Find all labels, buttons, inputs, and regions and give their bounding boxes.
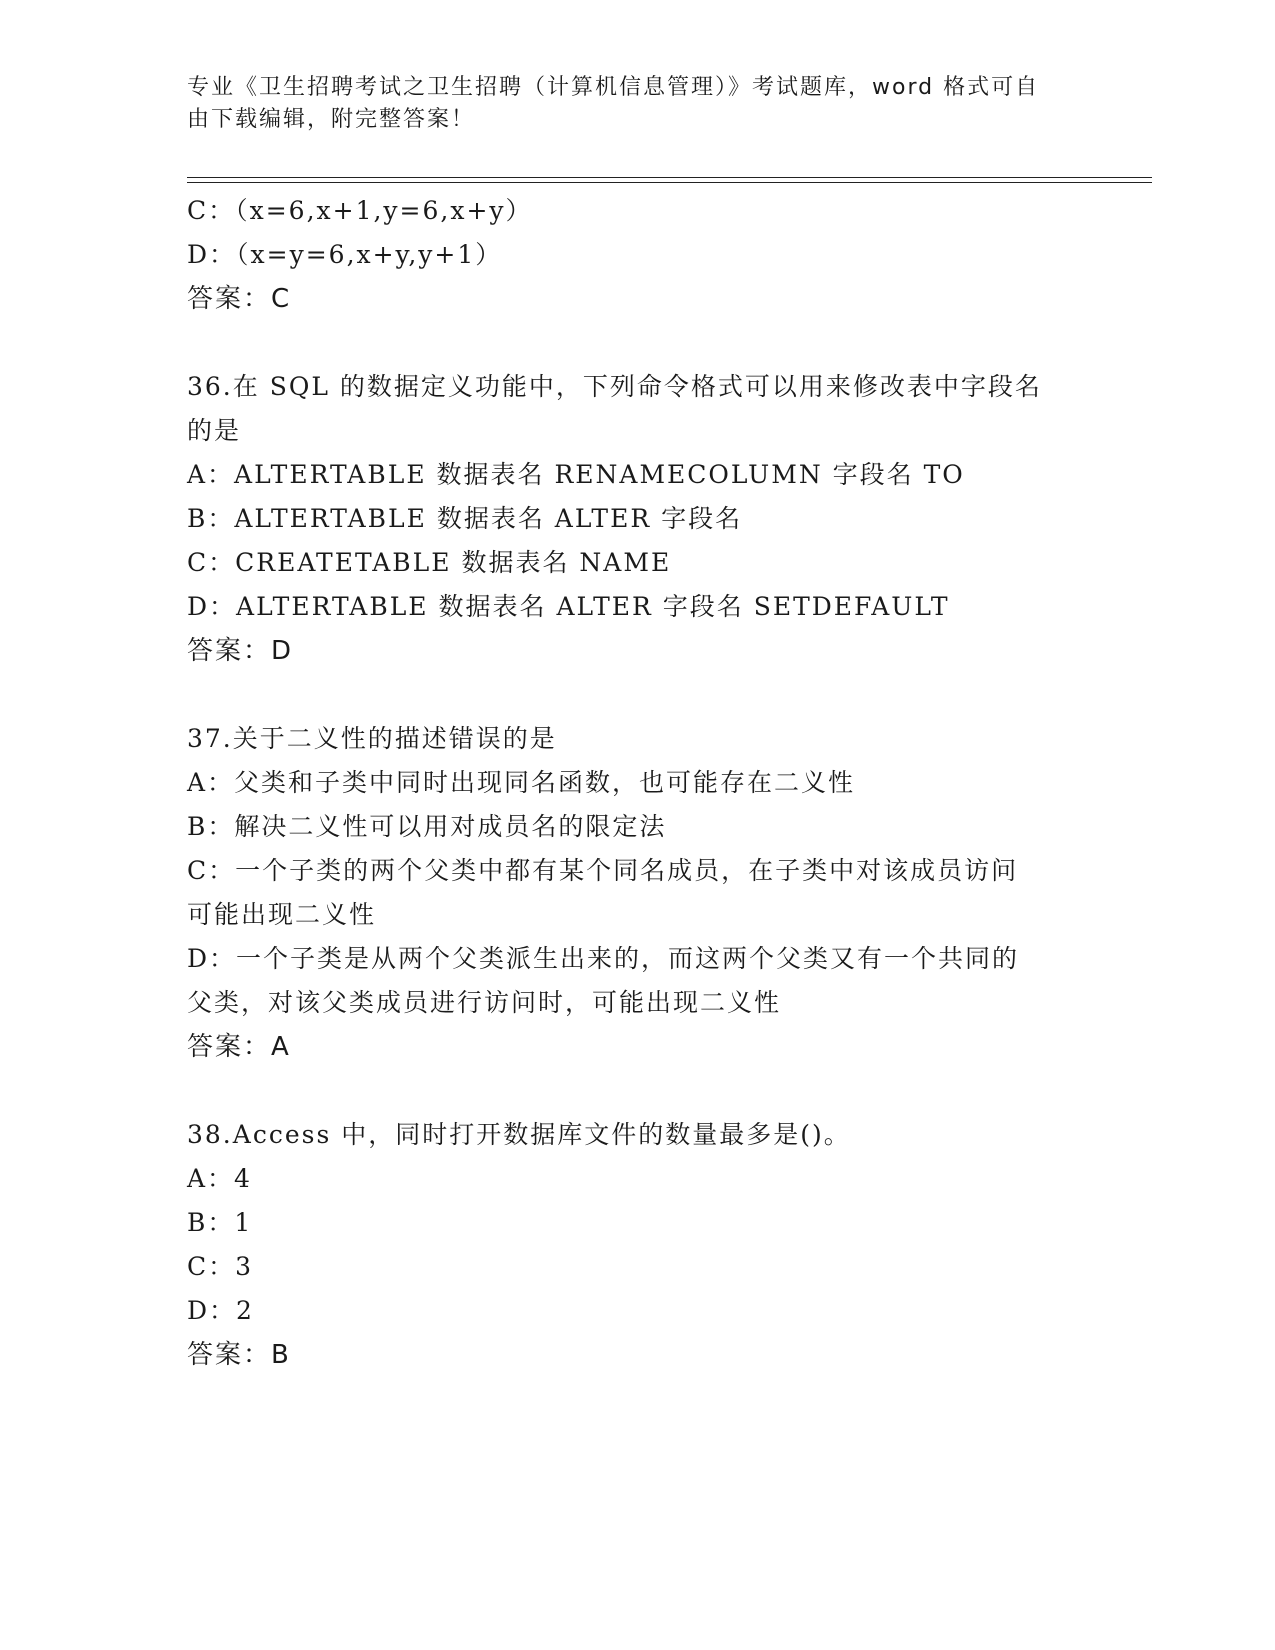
q36-stem-line-2: 的是 [187,416,242,445]
q38-option-b: B：1 [187,1208,253,1237]
q37-option-c-line-1: C：一个子类的两个父类中都有某个同名成员，在子类中对该成员访问 [187,856,1019,885]
q37-option-a: A：父类和子类中同时出现同名函数，也可能存在二义性 [187,768,856,797]
q36-stem-line-1: 36.在 SQL 的数据定义功能中，下列命令格式可以用来修改表中字段名 [187,372,1042,401]
q38-answer: 答案：B [187,1340,291,1370]
q36-option-d: D：ALTERTABLE 数据表名 ALTER 字段名 SETDEFAULT [187,592,950,621]
q38-stem: 38.Access 中，同时打开数据库文件的数量最多是()。 [187,1120,851,1149]
q37-answer: 答案：A [187,1032,291,1062]
q38-option-a: A：4 [187,1164,252,1193]
header-divider-bottom [187,182,1152,183]
q38-option-c: C：3 [187,1252,254,1281]
q35-option-c: C：（x=6,x+1,y=6,x+y） [187,196,533,225]
q37-option-b: B：解决二义性可以用对成员名的限定法 [187,812,667,841]
header-divider-top [187,177,1152,178]
page-header [187,72,1067,136]
q37-option-c-line-2: 可能出现二义性 [187,900,377,929]
q37-option-d-line-1: D：一个子类是从两个父类派生出来的，而这两个父类又有一个共同的 [187,944,1020,973]
header-line-1: 专业《卫生招聘考试之卫生招聘（计算机信息管理）》考试题库，word 格式可自 [187,75,1040,100]
q36-option-a: A：ALTERTABLE 数据表名 RENAMECOLUMN 字段名 TO [187,460,965,489]
q38-option-d: D：2 [187,1296,254,1325]
q36-answer: 答案：D [187,636,294,666]
q37-option-d-line-2: 父类，对该父类成员进行访问时，可能出现二义性 [187,988,782,1017]
q36-option-c: C：CREATETABLE 数据表名 NAME [187,548,672,577]
q35-answer: 答案：C [187,284,292,314]
q37-stem: 37.关于二义性的描述错误的是 [187,724,557,753]
header-line-2: 由下载编辑，附完整答案！ [187,107,476,132]
q36-option-b: B：ALTERTABLE 数据表名 ALTER 字段名 [187,504,743,533]
q35-option-d: D：（x=y=6,x+y,y+1） [187,240,503,269]
